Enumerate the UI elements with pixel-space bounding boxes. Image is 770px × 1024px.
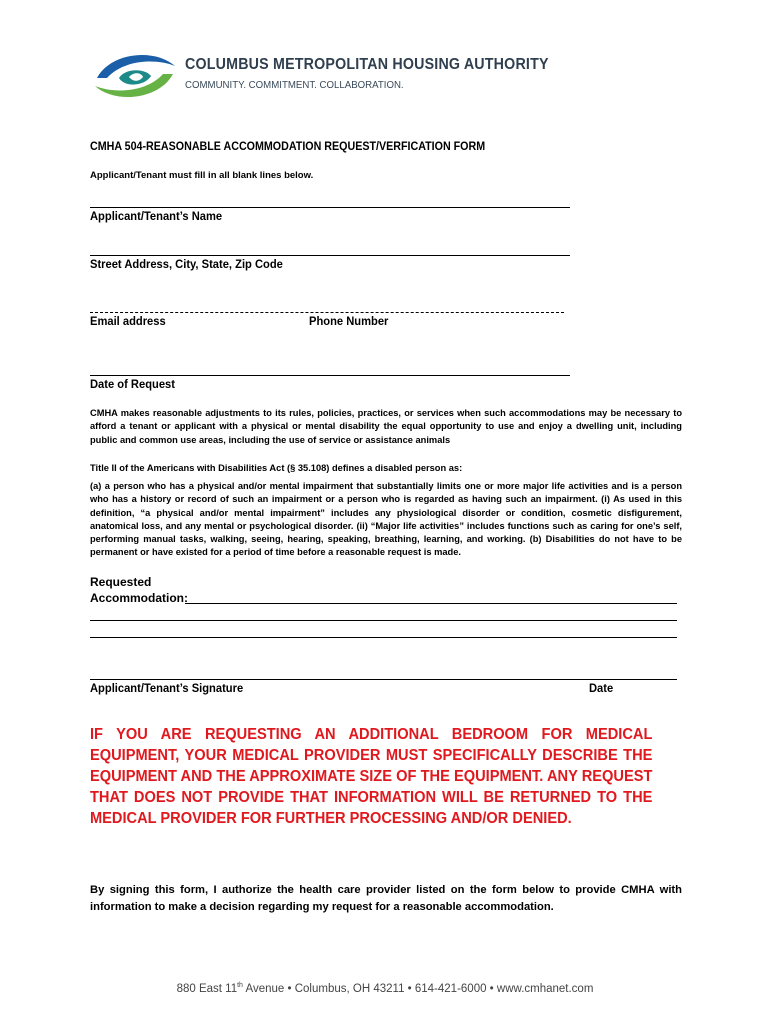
form-instructions: Applicant/Tenant must fill in all blank lines below. [90, 170, 314, 181]
organization-name: COLUMBUS METROPOLITAN HOUSING AUTHORITY [185, 56, 549, 73]
date-of-request-label: Date of Request [90, 377, 175, 391]
adjustments-paragraph: CMHA makes reasonable adjustments to its rules, policies, practices, or services when such accommodations may be necessary to afford a tenant or applicant with a physical or mental disability the equal opportunity to use and enjoy a dwelling unit, including public and common use areas, including the use of service or assistance animals [90, 408, 682, 445]
footer-address-pre: 880 East 11 [176, 982, 238, 995]
accommodation-input-line-3[interactable] [90, 637, 677, 638]
address-label: Street Address, City, State, Zip Code [90, 257, 283, 271]
footer-contact [0, 982, 770, 995]
authorization-statement: By signing this form, I authorize the health care provider listed on the form below to provide CMHA with information to make a decision regarding my request for a reasonable accommodation. [90, 884, 682, 913]
requested-label-line1: Requested [90, 575, 152, 589]
accommodation-input-line-2[interactable] [90, 620, 677, 621]
name-input-line[interactable] [90, 207, 570, 208]
name-label: Applicant/Tenant’s Name [90, 209, 223, 223]
medical-equipment-warning: IF YOU ARE REQUESTING AN ADDITIONAL BEDROOM FOR MEDICAL EQUIPMENT, YOUR MEDICAL PROVIDER MUST SPECIFICALLY DESCRIBE THE EQUIPMENT AND THE APPROXIMATE SIZE OF THE EQUIPMENT. ANY REQUEST THAT DOES NOT PROVIDE THAT INFORMATION WILL BE RETURNED TO THE MEDICAL PROVIDER FOR FURTHER PROCESSING AND/OR DENIED. [90, 726, 653, 827]
signature-date-label: Date [589, 681, 614, 695]
form-title: CMHA 504-REASONABLE ACCOMMODATION REQUEST/VERFICATION FORM [90, 141, 486, 153]
title-ii-paragraph: Title II of the Americans with Disabilities Act (§ 35.108) defines a disabled person as: [90, 463, 463, 473]
signature-label: Applicant/Tenant’s Signature [90, 681, 244, 695]
footer-address-sup: th [237, 982, 243, 989]
email-label: Email address [90, 314, 166, 328]
footer-address-post: Avenue • Columbus, OH 43211 • 614-421-6000 • www.cmhanet.com [242, 982, 594, 995]
cmha-logo-icon [93, 48, 177, 104]
definition-paragraph: (a) a person who has a physical and/or mental impairment that substantially limits one or more major life activities and is a person who has a history or record of such an impairment or a person who is regarded as having such an impairment. (i) As used in this definition, “a physical and/or mental impairment” includes any physiological disorder or condition, cosmetic disfigurement, anatomical loss, and any mental or psychological disorder. (ii) “Major life activities” includes functions such as caring for one’s self, performing manual tasks, walking, seeing, hearing, speaking, breathing, learning, and working. (b) Disabilities do not have to be permanent or have existed for a period of time before a reasonable request is made. [90, 481, 682, 558]
signature-input-line[interactable] [90, 679, 677, 680]
requested-label-line2: Accommodation: [90, 591, 189, 605]
address-input-line[interactable] [90, 255, 570, 256]
phone-label: Phone Number [309, 314, 389, 328]
requested-accommodation-label [90, 574, 188, 606]
date-of-request-input-line[interactable] [90, 375, 570, 376]
organization-tagline: COMMUNITY. COMMITMENT. COLLABORATION. [185, 79, 404, 91]
email-phone-input-line[interactable] [90, 312, 564, 313]
accommodation-input-line-1[interactable] [185, 603, 677, 604]
